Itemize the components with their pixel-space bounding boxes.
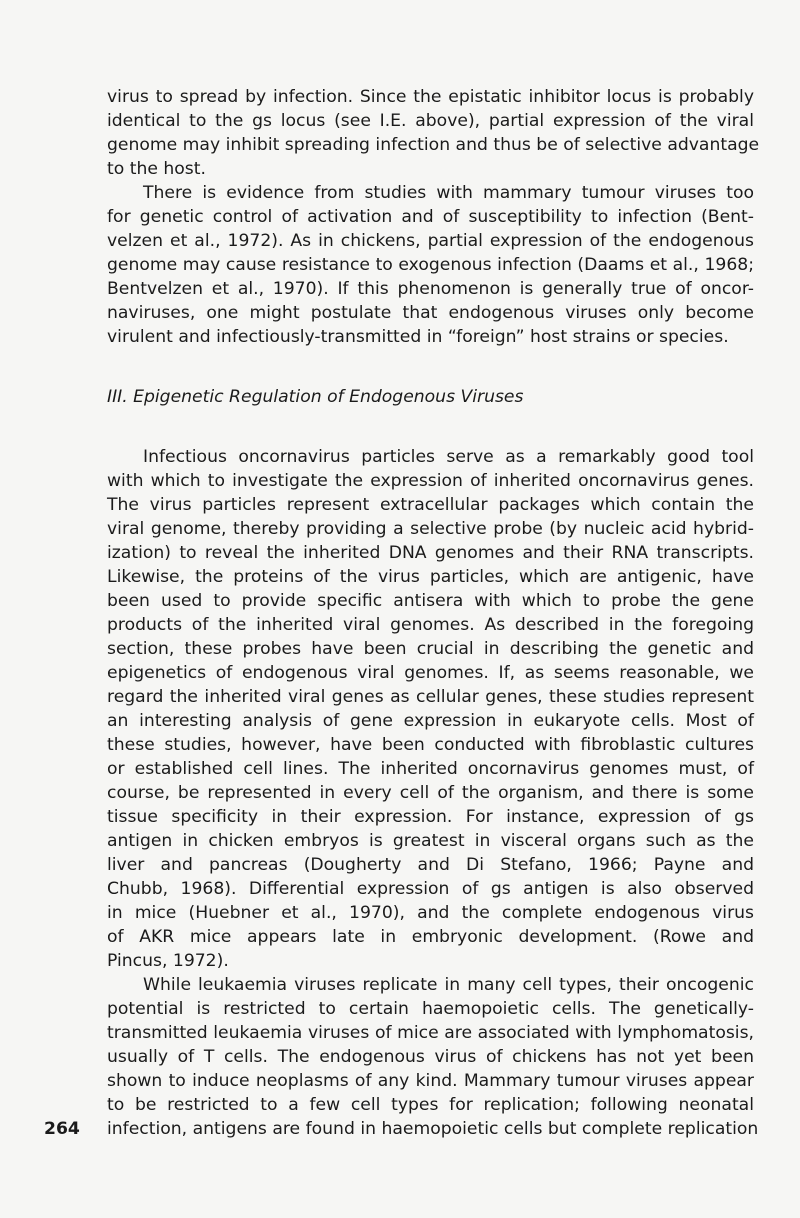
text-line: velzen et al., 1972). As in chickens, partial expression of the endogenous bbox=[107, 231, 754, 251]
text-line: antigen in chicken embryos is greatest in visceral organs such as the bbox=[107, 831, 754, 851]
text-line: products of the inherited viral genomes. As described in the foregoing bbox=[107, 615, 754, 635]
text-line: an interesting analysis of gene expression in eukaryote cells. Most of bbox=[107, 711, 754, 731]
text-line: tissue specificity in their expression. For instance, expression of gs bbox=[107, 807, 754, 827]
text-line: There is evidence from studies with mammary tumour viruses too bbox=[143, 183, 754, 203]
page-number: 264 bbox=[44, 1119, 80, 1139]
text-line: to the host. bbox=[107, 159, 206, 179]
text-line: shown to induce neoplasms of any kind. Mammary tumour viruses appear bbox=[107, 1071, 754, 1091]
text-line: infection, antigens are found in haemopoietic cells but complete replication bbox=[107, 1119, 759, 1139]
text-line: to be restricted to a few cell types for replication; following neonatal bbox=[107, 1095, 754, 1115]
text-line: identical to the gs locus (see I.E. above), partial expression of the viral bbox=[107, 111, 754, 131]
text-line: of AKR mice appears late in embryonic development. (Rowe and bbox=[107, 927, 754, 947]
text-line: been used to provide specific antisera with which to probe the gene bbox=[107, 591, 754, 611]
text-line: course, be represented in every cell of the organism, and there is some bbox=[107, 783, 754, 803]
text-line: section, these probes have been crucial in describing the genetic and bbox=[107, 639, 754, 659]
text-line: While leukaemia viruses replicate in many cell types, their oncogenic bbox=[143, 975, 754, 995]
text-line: viral genome, thereby providing a selective probe (by nucleic acid hybrid- bbox=[107, 519, 754, 539]
text-line: epigenetics of endogenous viral genomes. If, as seems reasonable, we bbox=[107, 663, 754, 683]
section-heading: III. Epigenetic Regulation of Endogenous Viruses bbox=[107, 387, 524, 407]
text-line: Likewise, the proteins of the virus particles, which are antigenic, have bbox=[107, 567, 754, 587]
text-line: Pincus, 1972). bbox=[107, 951, 229, 971]
text-line: genome may inhibit spreading infection and thus be of selective advantage bbox=[107, 135, 760, 155]
text-line: in mice (Huebner et al., 1970), and the complete endogenous virus bbox=[107, 903, 754, 923]
text-line: naviruses, one might postulate that endogenous viruses only become bbox=[107, 303, 754, 323]
text-line: virus to spread by infection. Since the epistatic inhibitor locus is probably bbox=[107, 87, 754, 107]
text-line: potential is restricted to certain haemopoietic cells. The genetically- bbox=[107, 999, 754, 1019]
text-line: regard the inherited viral genes as cellular genes, these studies represent bbox=[107, 687, 754, 707]
text-line: Infectious oncornavirus particles serve as a remarkably good tool bbox=[143, 447, 754, 467]
text-line: usually of T cells. The endogenous virus of chickens has not yet been bbox=[107, 1047, 754, 1067]
text-line: transmitted leukaemia viruses of mice are associated with lymphomatosis, bbox=[107, 1023, 754, 1043]
text-line: genome may cause resistance to exogenous infection (Daams et al., 1968; bbox=[107, 255, 754, 275]
text-line: liver and pancreas (Dougherty and Di Stefano, 1966; Payne and bbox=[107, 855, 754, 875]
text-line: Bentvelzen et al., 1970). If this phenomenon is generally true of oncor- bbox=[107, 279, 754, 299]
text-line: or established cell lines. The inherited oncornavirus genomes must, of bbox=[107, 759, 754, 779]
text-line: ization) to reveal the inherited DNA genomes and their RNA transcripts. bbox=[107, 543, 754, 563]
text-line: Chubb, 1968). Differential expression of gs antigen is also observed bbox=[107, 879, 754, 899]
text-line: these studies, however, have been conducted with fibroblastic cultures bbox=[107, 735, 754, 755]
text-line: The virus particles represent extracellular packages which contain the bbox=[107, 495, 754, 515]
text-line: for genetic control of activation and of susceptibility to infection (Bent- bbox=[107, 207, 754, 227]
text-line: virulent and infectiously-transmitted in “foreign” host strains or species. bbox=[107, 327, 729, 347]
text-line: with which to investigate the expression of inherited oncornavirus genes. bbox=[107, 471, 754, 491]
